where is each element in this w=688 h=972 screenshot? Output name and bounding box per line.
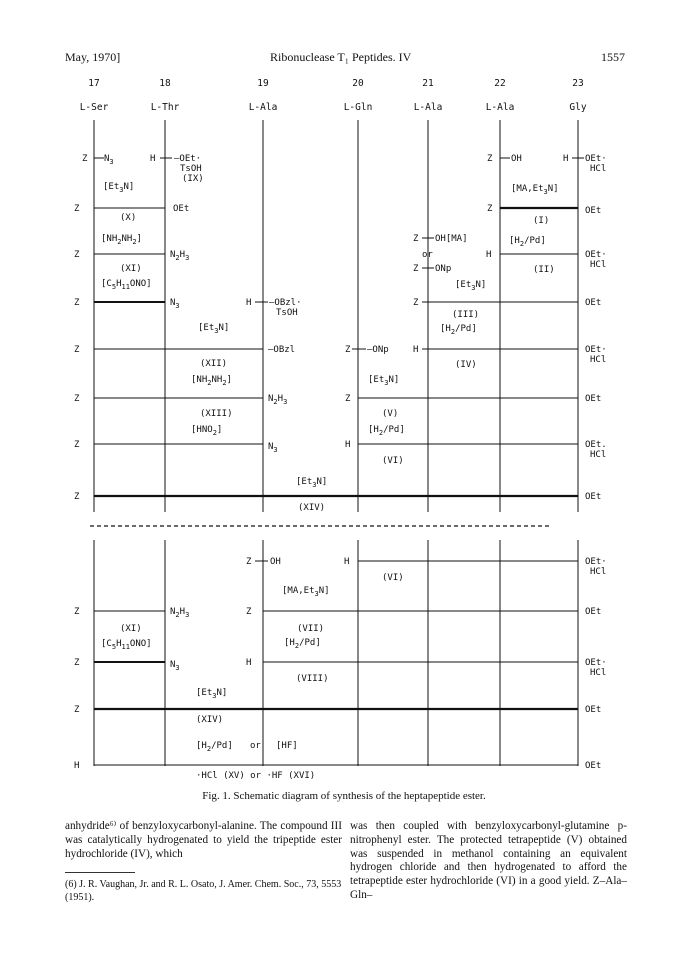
amino-label: H [246,298,252,308]
figure-caption: Fig. 1. Schematic diagram of synthesis of the heptapeptide ester. [202,790,486,802]
residue-number: 22 [494,78,506,89]
reagent-label: $[H_2/Pd]$ [284,638,321,650]
footnote: (6) J. R. Vaughan, Jr. and R. L. Osato, J. Amer. Chem. Soc., 73, 5553 (1951). [65,879,342,903]
protecting-group-label: Z [82,154,88,164]
compound-label: (XIV) [298,503,326,513]
ester-label: OEt [585,607,602,617]
azide-label: $N_3$ [268,442,278,454]
ester-label: OEt [585,705,602,715]
salt-label: HCl [590,450,607,460]
reagent-label: $[Et_3N]$ [368,375,400,387]
residue-number: 17 [88,78,100,89]
residue-name: L-Thr [150,102,180,113]
ester-label: OEt [585,298,602,308]
salt-label: HCl [590,668,607,678]
compound-label: (X) [120,213,137,223]
final-products-label: ·HCl (XV) or ·HF (XVI) [196,771,316,781]
compound-label: (I) [533,216,550,226]
body-column-right [350,820,627,903]
hydrazide-label: $N_2H_3$ [170,250,190,262]
hydrazide-label: $N_2H_3$ [170,607,190,619]
protecting-group-label: Z [487,154,493,164]
compound-label: (V) [382,409,399,419]
ester-label: OEt [585,492,602,502]
protecting-group-label: Z [345,345,351,355]
residue-number: 18 [159,78,171,89]
protecting-group-label: Z [74,658,80,668]
connector-label: or [422,250,433,260]
reagent-label: $[Et_3N]$ [198,323,230,335]
residue-name: L-Ala [485,102,515,113]
salt-label: HCl [590,260,607,270]
reagent-label: $[NH_2NH_2]$ [191,375,232,387]
residue-name: L-Ala [248,102,278,113]
reagent-label: $[MA,Et_3N]$ [511,184,559,196]
residue-name: L-Ser [79,102,109,113]
salt-label: HCl [590,164,607,174]
running-head-left: May, 1970] [65,50,121,64]
residue-number: 20 [352,78,364,89]
reagent-label: $[Et_3N]$ [103,182,135,194]
hydrazide-label: $N_2H_3$ [268,394,288,406]
azide-label: $N_3$ [104,154,114,166]
salt-label: HCl [590,355,607,365]
compound-label: (XI) [120,264,142,274]
reagent-label: $[Et_3N]$ [296,477,328,489]
compound-label: (VIII) [296,674,329,684]
ester-label: —OBzl· [269,298,302,308]
ester-label: OEt [585,394,602,404]
reagent-label: $[MA,Et_3N]$ [282,586,330,598]
ester-label: —ONp [367,345,389,355]
hydroxyl-label: OH[MA] [435,234,468,244]
protecting-group-label: Z [74,250,80,260]
residue-name: Gly [569,102,587,113]
ester-label: OEt [585,761,602,771]
protecting-group-label: Z [74,204,80,214]
protecting-group-label: Z [74,607,80,617]
compound-label: (XI) [120,624,142,634]
residue-number: 19 [257,78,269,89]
ester-label: —OEt· [174,154,202,164]
hydroxyl-label: OH [270,557,281,567]
hydroxyl-label: OH [511,154,522,164]
residue-number: 23 [572,78,584,89]
reagent-label: $[Et_3N]$ [455,280,487,292]
reagent-label: $[H_2/Pd]$ [509,236,546,248]
connector-label: or [250,741,261,751]
compound-label: (III) [452,310,480,320]
amino-label: H [413,345,419,355]
ester-label: OEt. [585,440,607,450]
ester-label: OEt· [585,250,607,260]
page-number: 1557 [601,50,625,64]
protecting-group-label: Z [487,204,493,214]
residue-name: L-Ala [413,102,443,113]
reagent-label: $[NH_2NH_2]$ [101,234,142,246]
compound-label: (VI) [382,456,404,466]
compound-label: (IX) [182,174,204,184]
protecting-group-label: Z [74,440,80,450]
ester-label: OEt· [585,154,607,164]
protecting-group-label: Z [74,492,80,502]
ester-label: OEt· [585,658,607,668]
running-head-title: Ribonuclease T₁ Peptides. IV [270,50,412,64]
amino-label: H [150,154,156,164]
residue-name: L-Gln [343,102,373,113]
protecting-group-label: Z [74,394,80,404]
amino-label: H [486,250,492,260]
compound-label: (IV) [455,360,477,370]
protecting-group-label: Z [74,345,80,355]
amino-label: H [246,658,252,668]
protecting-group-label: Z [413,298,419,308]
footnote-rule [65,872,135,873]
ester-label: OEt [173,204,190,214]
reagent-label: $[C_5H_{11}ONO]$ [101,279,152,291]
compound-label: (XIII) [200,409,233,419]
compound-label: (VI) [382,573,404,583]
residue-number: 21 [422,78,434,89]
protecting-group-label: Z [246,557,252,567]
reagent-label: $[HNO_2]$ [191,425,223,437]
reagent-label: $[H_2/Pd]$ [196,741,233,753]
reagent-label: [HF] [276,741,298,751]
reagent-label: $[H_2/Pd]$ [440,324,477,336]
ester-label: OEt [585,206,602,216]
salt-label: TsOH [180,164,202,174]
azide-label: $N_3$ [170,660,180,672]
protecting-group-label: Z [413,234,419,244]
compound-label: (XIV) [196,715,224,725]
ester-label: OEt· [585,557,607,567]
amino-label: H [344,557,350,567]
compound-label: (II) [533,265,555,275]
reagent-label: $[H_2/Pd]$ [368,425,405,437]
amino-label: H [345,440,351,450]
salt-label: TsOH [276,308,298,318]
compound-label: (XII) [200,359,228,369]
salt-label: HCl [590,567,607,577]
protecting-group-label: Z [345,394,351,404]
body-text-left: anhydride⁶⁾ of benzyloxycarbonyl-alanine. The compound III was catalytically hydrogenated to yield the tripeptide ester hydrochloride (IV), which [65,820,342,860]
azide-label: $N_3$ [170,298,180,310]
ester-label: —OBzl [268,345,296,355]
amino-label: H [563,154,569,164]
ester-label: ONp [435,264,452,274]
body-column-left [65,820,342,861]
compound-label: (VII) [297,624,325,634]
amino-label: H [74,761,80,771]
protecting-group-label: Z [74,298,80,308]
protecting-group-label: Z [74,705,80,715]
protecting-group-label: Z [246,607,252,617]
body-text-right: was then coupled with benzyloxycarbonyl-glutamine p-nitrophenyl ester. The protected tetrapeptide (V) obtained was suspended in methanol containing an equivalent hydrogen chloride and then hydrogenated to afford the tetrapeptide ester hydrochloride (VI) in a good yield. Z–Ala–Gln– [350,820,627,901]
reagent-label: $[C_5H_{11}ONO]$ [101,639,152,651]
ester-label: OEt· [585,345,607,355]
reagent-label: $[Et_3N]$ [196,688,228,700]
protecting-group-label: Z [413,264,419,274]
